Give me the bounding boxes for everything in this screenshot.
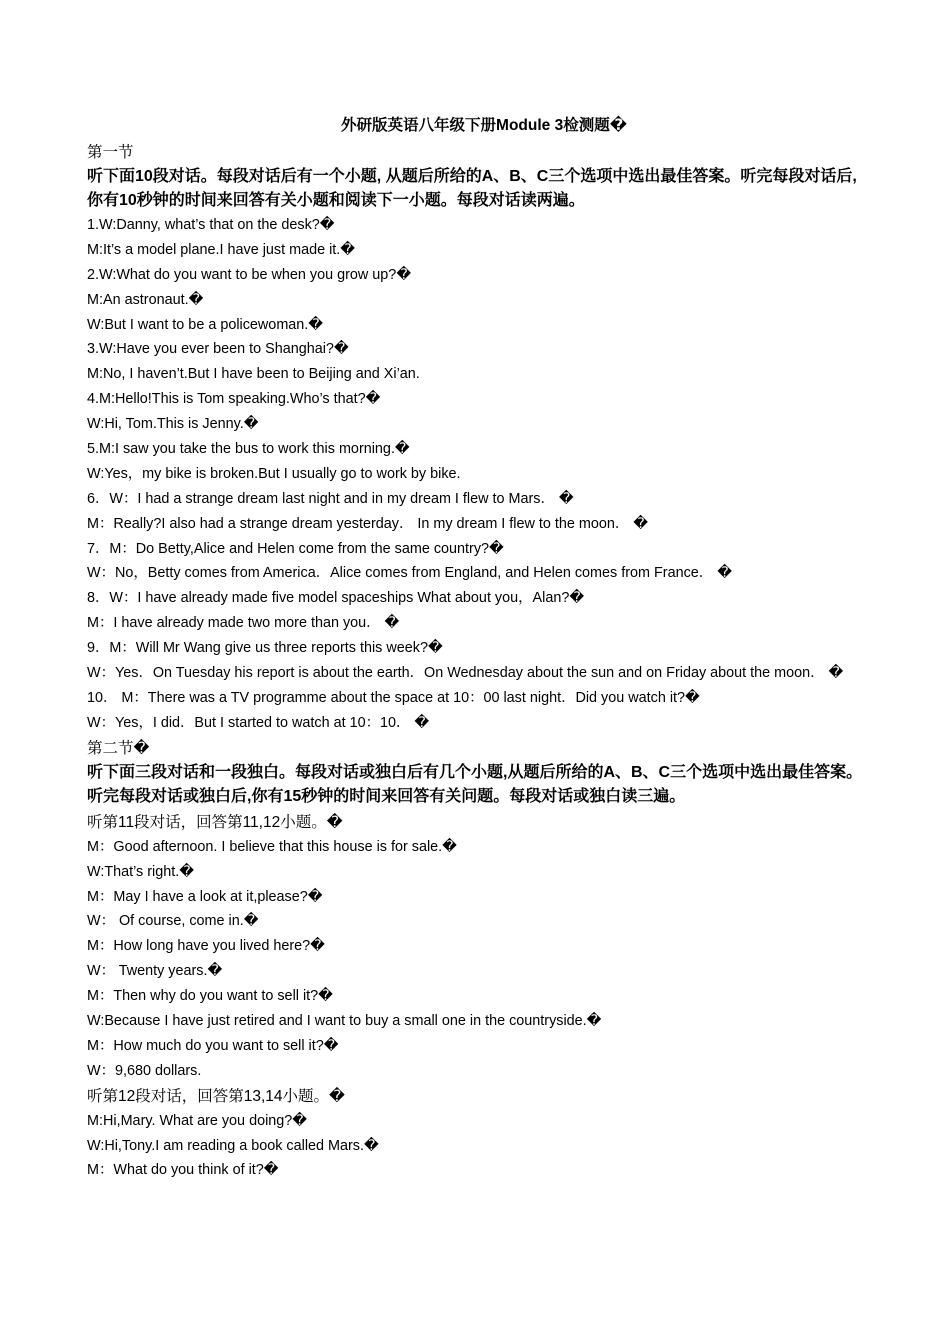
transcript-line: 3.W:Have you ever been to Shanghai?� [87, 341, 349, 358]
document-page [87, 112, 867, 1183]
transcript-line: M：May I have a look at it,please?� [87, 888, 323, 905]
transcript-line: M:Hi,Mary. What are you doing?� [87, 1112, 308, 1129]
transcript-line: M:No, I haven’t.But I have been to Beijing and Xi’an. [87, 366, 420, 383]
dialogue-11-transcript [87, 835, 867, 1084]
transcript-line: M：Then why do you want to sell it?� [87, 988, 333, 1005]
transcript-line: W：9,680 dollars. [87, 1062, 202, 1079]
transcript-line: M：Good afternoon. I believe that this house is for sale.� [87, 838, 457, 855]
transcript-line: W:Because I have just retired and I want to buy a small one in the countryside.� [87, 1012, 602, 1029]
transcript-line: W： Twenty years.� [87, 963, 223, 980]
dialogue-12-heading: 听第12段对话，回答第13,14小题。� [87, 1087, 345, 1105]
transcript-line: 6．W：I had a strange dream last night and in my dream I flew to Mars． � [87, 490, 574, 507]
section-1-heading: 第一节 [87, 144, 134, 161]
transcript-line: 9．M：Will Mr Wang give us three reports this week?� [87, 640, 443, 657]
transcript-line: 7．M：Do Betty,Alice and Helen come from the same country?� [87, 540, 504, 557]
transcript-line: M：How much do you want to sell it?� [87, 1037, 339, 1054]
transcript-line: 2.W:What do you want to be when you grow up?� [87, 266, 412, 283]
dialogue-12-transcript [87, 1109, 867, 1184]
transcript-line: M：How long have you lived here?� [87, 938, 325, 955]
transcript-line: W:Yes，my bike is broken.But I usually go to work by bike. [87, 465, 461, 482]
transcript-line: W:Hi,Tony.I am reading a book called Mars.� [87, 1137, 379, 1154]
transcript-line: W：Yes．On Tuesday his report is about the earth．On Wednesday about the sun and on Friday about the moon． � [87, 665, 844, 682]
transcript-line: W：No，Betty comes from America．Alice comes from England, and Helen comes from France． � [87, 565, 732, 582]
transcript-line: W： Of course, come in.� [87, 913, 259, 930]
section-2-instructions: 听下面三段对话和一段独白。每段对话或独白后有几个小题,从题后所给的A、B、C三个选项中选出最佳答案。听完每段对话或独白后,你有15秒钟的时间来回答有关问题。每段对话或独白读三遍。 [87, 763, 863, 805]
document-title: 外研版英语八年级下册Module 3检测题� [341, 117, 627, 134]
section-1-instructions: 听下面10段对话。每段对话后有一个小题, 从题后所给的A、B、C三个选项中选出最佳答案。听完每段对话后, 你有10秒钟的时间来回答有关小题和阅读下一小题。每段对话读两遍。 [87, 168, 857, 209]
transcript-line: 4.M:Hello!This is Tom speaking.Who’s that?� [87, 391, 381, 408]
transcript-line: W:That’s right.� [87, 863, 194, 880]
transcript-line: 10． M：There was a TV programme about the space at 10：00 last night．Did you watch it?� [87, 689, 700, 706]
section-1-transcript [87, 213, 867, 736]
transcript-line: W:Hi, Tom.This is Jenny.� [87, 416, 259, 433]
transcript-line: M：Really?I also had a strange dream yesterday． In my dream I flew to the moon． � [87, 515, 649, 532]
transcript-line: 1.W:Danny, what’s that on the desk?� [87, 217, 335, 233]
transcript-line: M:An astronaut.� [87, 291, 204, 308]
transcript-line: W：Yes，I did．But I started to watch at 10：10． � [87, 714, 430, 731]
dialogue-11-heading: 听第11段对话，回答第11,12小题。� [87, 813, 343, 831]
transcript-line: M：What do you think of it?� [87, 1162, 279, 1179]
transcript-line: M：I have already made two more than you． � [87, 615, 400, 632]
transcript-line: 5.M:I saw you take the bus to work this morning.� [87, 441, 410, 458]
transcript-line: W:But I want to be a policewoman.� [87, 316, 324, 333]
transcript-line: M:It’s a model plane.I have just made it.� [87, 241, 356, 258]
section-2-heading: 第二节� [87, 739, 150, 757]
transcript-line: 8．W：I have already made five model spaceships What about you，Alan?� [87, 590, 585, 607]
